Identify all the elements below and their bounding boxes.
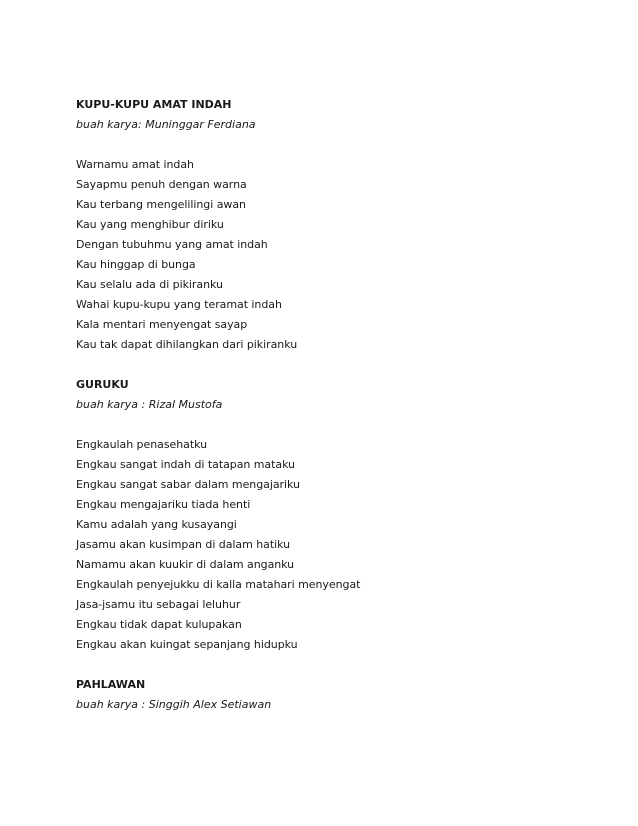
poem-line: Dengan tubuhmu yang amat indah: [76, 238, 268, 251]
poem-title: KUPU-KUPU AMAT INDAH: [76, 98, 232, 111]
poem-line: Engkau sangat sabar dalam mengajariku: [76, 478, 300, 491]
poem-author: buah karya: Muninggar Ferdiana: [76, 118, 256, 131]
poem-line: Engkaulah penyejukku di kalla matahari menyengat: [76, 578, 361, 591]
poem-line: Kau hinggap di bunga: [76, 258, 196, 271]
poem-line: Namamu akan kuukir di dalam anganku: [76, 558, 295, 571]
spacer: [76, 135, 576, 155]
poem-line: Engkaulah penasehatku: [76, 438, 207, 451]
poem-line: Jasa-jsamu itu sebagai leluhur: [76, 598, 241, 611]
poem-line: Warnamu amat indah: [76, 158, 194, 171]
poem-title: GURUKU: [76, 378, 129, 391]
poem-line: Sayapmu penuh dengan warna: [76, 178, 247, 191]
poem-author: buah karya : Rizal Mustofa: [76, 398, 223, 411]
poem-line: Kau tak dapat dihilangkan dari pikiranku: [76, 338, 298, 351]
poem-line: Kau yang menghibur diriku: [76, 218, 224, 231]
poem-author: buah karya : Singgih Alex Setiawan: [76, 698, 272, 711]
poem-line: Engkau tidak dapat kulupakan: [76, 618, 242, 631]
spacer: [76, 355, 576, 375]
poem-line: Kau selalu ada di pikiranku: [76, 278, 223, 291]
poem-line: Engkau akan kuingat sepanjang hidupku: [76, 638, 298, 651]
poem-line: Kau terbang mengelilingi awan: [76, 198, 246, 211]
poem-title: PAHLAWAN: [76, 678, 146, 691]
poem-line: Kala mentari menyengat sayap: [76, 318, 248, 331]
poem-pahlawan: [76, 675, 576, 715]
spacer: [76, 415, 576, 435]
document-content: [76, 95, 576, 715]
poem-guruku: [76, 375, 576, 675]
poem-line: Kamu adalah yang kusayangi: [76, 518, 237, 531]
poem-line: Engkau sangat indah di tatapan mataku: [76, 458, 295, 471]
poem-line: Engkau mengajariku tiada henti: [76, 498, 251, 511]
poem-line: Jasamu akan kusimpan di dalam hatiku: [76, 538, 291, 551]
poem-line: Wahai kupu-kupu yang teramat indah: [76, 298, 282, 311]
spacer: [76, 655, 576, 675]
poem-kupu-kupu: [76, 95, 576, 375]
